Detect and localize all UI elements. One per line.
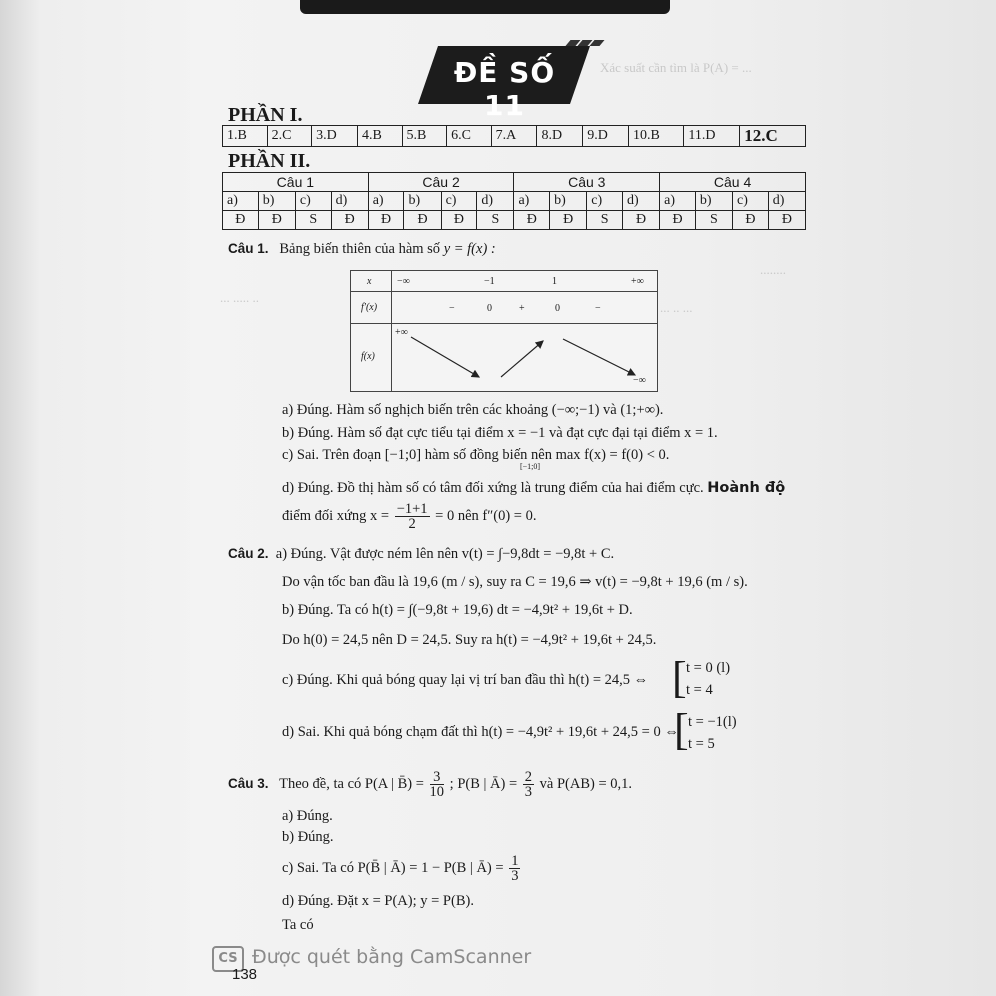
cau3-b: b) Đúng. [282, 829, 334, 845]
bbt-x-val: −1 [484, 276, 495, 287]
cau2-b: b) Đúng. Ta có h(t) = ∫(−9,8t + 19,6) dt = −4,9t² + 19,6t + D. [282, 602, 633, 618]
part2-answer-value: Đ [368, 211, 404, 230]
bbt-f-label: f(x) [361, 351, 375, 362]
part2-group-header: Câu 4 [660, 173, 806, 192]
cau3-frac-1: $\frac{3}{10}$ [429, 769, 445, 800]
cau2-c-brace: [ [672, 653, 687, 702]
bbt-f-top: +∞ [395, 327, 408, 338]
part2-item-label: a) [514, 192, 550, 211]
cau2-b2: Do h(0) = 24,5 nên D = 24,5. Suy ra h(t) = −4,9t² + 19,6t + 24,5. [282, 632, 657, 648]
cau2-a2: Do vận tốc ban đầu là 19,6 (m / s), suy ra C = 19,6 ⇒ v(t) = −9,8t + 19,6 (m / s). [282, 574, 748, 590]
part2-item-label: b) [695, 192, 732, 211]
cau3-c-line [282, 854, 522, 883]
part2-answer-value: Đ [514, 211, 550, 230]
cau3-intro: Theo đề, ta có P(A | B̄) = [279, 775, 424, 792]
part1-title: PHẦN I. [228, 104, 303, 126]
cau1-d1-tail: Hoành độ [707, 480, 786, 496]
part2-item-label: c) [733, 192, 769, 211]
cau1-intro-line [228, 241, 496, 258]
part2-answer-value: Đ [550, 211, 587, 230]
bbt-sign: + [519, 303, 525, 314]
cau1-b: b) Đúng. Hàm số đạt cực tiểu tại điểm x = −1 và đạt cực đại tại điểm x = 1. [282, 425, 718, 441]
part2-item-label: d) [768, 192, 805, 211]
bbt-sign: − [449, 303, 455, 314]
part1-answer-cell: 8.D [537, 126, 583, 147]
page-top-edge [300, 0, 670, 14]
part2-item-label: c) [441, 192, 477, 211]
part2-group-header: Câu 3 [514, 173, 660, 192]
bleed-through: ... ..... .. [220, 290, 259, 305]
bleed-through: ... .. ... [660, 300, 693, 315]
part1-answer-cell: 3.D [312, 126, 358, 147]
cau1-c-sub: [−1;0] [520, 462, 541, 471]
part2-answer-value: Đ [331, 211, 368, 230]
part2-item-label: b) [550, 192, 587, 211]
part1-answer-table [222, 125, 806, 147]
camscanner-watermark: Được quét bằng CamScanner [252, 946, 532, 968]
bbt-f-bottom: −∞ [633, 375, 646, 386]
bbt-sign: 0 [487, 303, 492, 314]
cau1-c: c) Sai. Trên đoạn [−1;0] hàm số đồng biến nên max f(x) = f(0) < 0. [282, 447, 670, 463]
part2-answer-value: Đ [258, 211, 295, 230]
bleed-through: ........ [760, 262, 786, 277]
cau3-tail: và P(AB) = 0,1. [539, 775, 633, 792]
cau1-d2-post: = 0 nên f″(0) = 0. [435, 507, 537, 524]
cau1-label: Câu 1. [228, 241, 269, 256]
cau3-a: a) Đúng. [282, 808, 333, 824]
part1-answer-cell: 1.B [223, 126, 268, 147]
cau1-intro: Bảng biến thiên của hàm số [279, 241, 441, 257]
part2-title: PHẦN II. [228, 150, 311, 172]
cau1-d2-line [282, 502, 537, 531]
bleed-through: Xác suất cần tìm là P(A) = ... [600, 60, 752, 75]
part1-answer-cell: 7.A [491, 126, 537, 147]
part2-answer-value: Đ [733, 211, 769, 230]
part1-answer-cell: 2.C [267, 126, 312, 147]
part1-answer-cell: 6.C [447, 126, 492, 147]
part2-answer-value: Đ [223, 211, 259, 230]
cau3-d: d) Đúng. Đặt x = P(A); y = P(B). [282, 893, 474, 909]
variation-table [350, 270, 658, 392]
cau1-a: a) Đúng. Hàm số nghịch biến trên các khoảng (−∞;−1) và (1;+∞). [282, 402, 664, 418]
bbt-x-label: x [367, 276, 372, 287]
part2-answer-value: Đ [660, 211, 696, 230]
part2-group-header: Câu 2 [368, 173, 514, 192]
camscanner-logo-icon: CS [212, 946, 244, 972]
cau2-d: d) Sai. Khi quả bóng chạm đất thì h(t) = −4,9t² + 19,6t + 24,5 = 0 ⇔ [282, 724, 679, 740]
bbt-arrows [351, 271, 657, 391]
cau2-c: c) Đúng. Khi quả bóng quay lại vị trí ban đầu thì h(t) = 24,5 ⇔ [282, 672, 649, 688]
cau2-d-r2: t = 5 [688, 736, 715, 752]
cau3-c-frac: $\frac{1}{3}$ [511, 853, 519, 884]
cau3-label: Câu 3. [228, 775, 269, 791]
cau1-d2-frac: $\frac{-1+1}{2}$ [396, 501, 428, 532]
cau3-ta-co: Ta có [282, 917, 314, 933]
bbt-x-val: 1 [552, 276, 557, 287]
part2-item-label: c) [295, 192, 331, 211]
part2-answer-value: S [695, 211, 732, 230]
bbt-sign: 0 [555, 303, 560, 314]
part2-answer-value: S [477, 211, 514, 230]
banner-title: ĐỀ SỐ 11 [453, 56, 556, 122]
part2-group-header: Câu 1 [223, 173, 369, 192]
cau2-c-r2: t = 4 [686, 682, 713, 698]
cau1-intro-math: y = f(x) : [443, 241, 496, 257]
part2-item-label: a) [368, 192, 404, 211]
part2-answer-value: S [587, 211, 623, 230]
cau2-c-r1: t = 0 (l) [686, 660, 731, 676]
part1-answer-cell: 9.D [583, 126, 629, 147]
part2-answer-value: Đ [623, 211, 660, 230]
part2-item-label: d) [331, 192, 368, 211]
cau3-c-pre: c) Sai. Ta có P(B̄ | Ā) = 1 − P(B | Ā) = [282, 859, 504, 876]
part2-answer-table [222, 172, 806, 230]
part2-answer-value: Đ [768, 211, 805, 230]
part2-item-label: a) [223, 192, 259, 211]
cau2-d-r1: t = −1(l) [688, 714, 737, 730]
cau2-a: a) Đúng. Vật được ném lên nên v(t) = ∫−9,8dt = −9,8t + C. [275, 546, 615, 562]
part2-item-label: b) [258, 192, 295, 211]
cau1-d1: d) Đúng. Đồ thị hàm số có tâm đối xứng là trung điểm của hai điểm cực. [282, 480, 704, 496]
bbt-x-val: −∞ [397, 276, 410, 287]
part1-answer-cell: 12.C [740, 126, 806, 147]
part2-item-label: d) [623, 192, 660, 211]
page-number: 138 [232, 966, 258, 983]
cau2-a-line [228, 546, 614, 563]
cau1-d2-pre: điểm đối xứng x = [282, 507, 390, 524]
cau3-intro-line [228, 770, 632, 799]
bbt-fprime-label: f′(x) [361, 302, 378, 313]
bbt-x-val: +∞ [631, 276, 644, 287]
bbt-sign: − [595, 303, 601, 314]
cau2-d-brace: [ [674, 705, 689, 754]
cau2-label: Câu 2. [228, 546, 269, 561]
part2-item-label: a) [660, 192, 696, 211]
part1-answer-cell: 10.B [629, 126, 684, 147]
cau3-frac-2: $\frac{2}{3}$ [524, 769, 533, 800]
part2-answer-value: Đ [404, 211, 441, 230]
part2-item-label: b) [404, 192, 441, 211]
part1-answer-cell: 11.D [684, 126, 740, 147]
part2-answer-value: Đ [441, 211, 477, 230]
cau3-mid: ; P(B | Ā) = [449, 775, 518, 792]
part1-answer-cell: 5.B [402, 126, 447, 147]
part2-answer-value: S [295, 211, 331, 230]
cau1-d1-line [282, 480, 785, 497]
part2-item-label: c) [587, 192, 623, 211]
part2-item-label: d) [477, 192, 514, 211]
part1-answer-cell: 4.B [357, 126, 402, 147]
exam-banner [418, 46, 590, 122]
